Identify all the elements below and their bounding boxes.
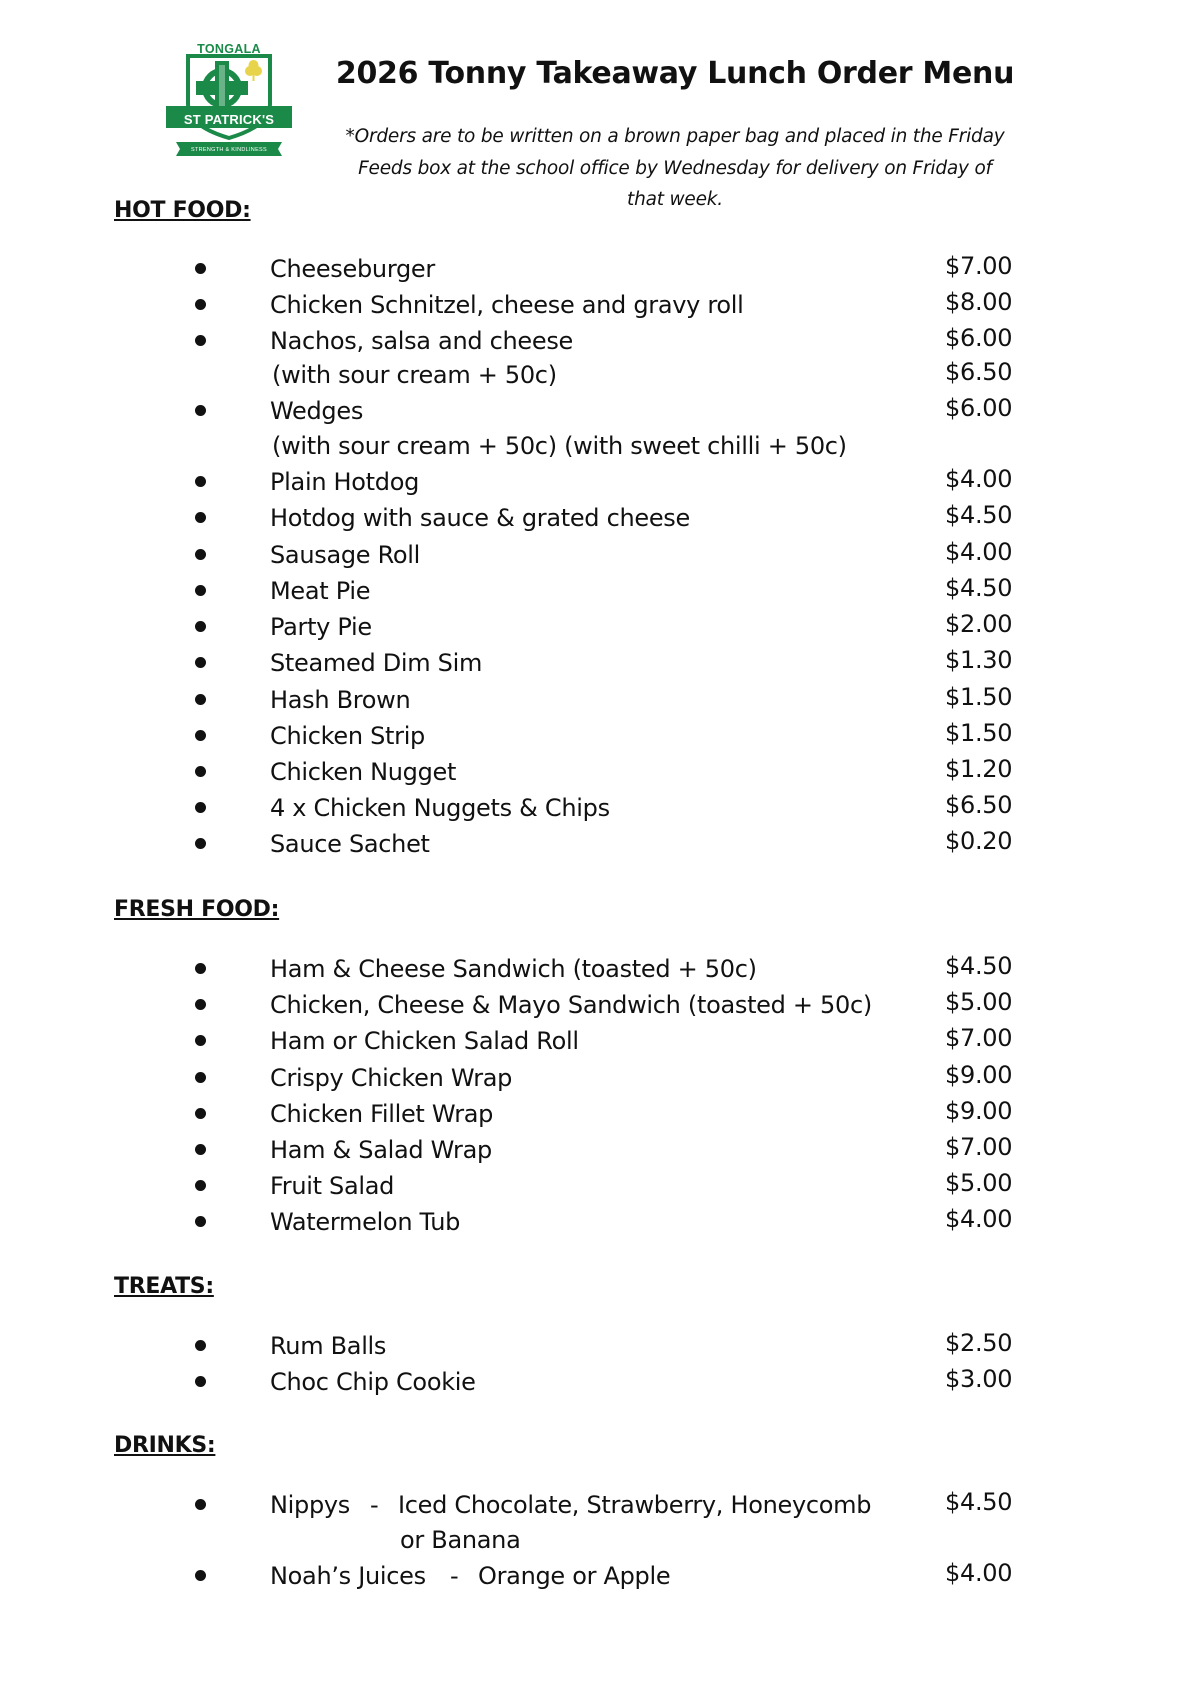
menu-item [0, 395, 1191, 427]
item-price: $4.50 [945, 1488, 1013, 1516]
item-price: $1.50 [945, 683, 1013, 711]
item-name: Ham & Salad Wrap [270, 1136, 492, 1164]
logo-motto: STRENGTH & KINDLINESS [191, 147, 267, 153]
item-price: $4.00 [945, 1205, 1013, 1233]
item-name: Chicken Nugget [270, 758, 457, 786]
menu-item [0, 289, 1191, 321]
menu-item [0, 1170, 1191, 1202]
item-name: Sauce Sachet [270, 830, 430, 858]
bullet-icon [195, 766, 206, 777]
bullet-icon [195, 1108, 206, 1119]
item-name: Plain Hotdog [270, 468, 420, 496]
bullet-icon [195, 1340, 206, 1351]
item-name: Ham & Cheese Sandwich (toasted + 50c) [270, 955, 757, 983]
item-name: Chicken Schnitzel, cheese and gravy roll [270, 291, 744, 319]
menu-item [0, 575, 1191, 607]
item-price: $7.00 [945, 1133, 1013, 1161]
menu-item [0, 989, 1191, 1021]
menu-item [0, 466, 1191, 498]
bullet-icon [195, 657, 206, 668]
menu-item [0, 1098, 1191, 1130]
item-flavours: Orange or Apple [478, 1562, 671, 1590]
item-name: 4 x Chicken Nuggets & Chips [270, 794, 610, 822]
bullet-icon [195, 299, 206, 310]
item-price: $6.50 [945, 791, 1013, 819]
item-name: Fruit Salad [270, 1172, 395, 1200]
menu-item [0, 1330, 1191, 1362]
item-name: Chicken Strip [270, 722, 425, 750]
item-price: $5.00 [945, 988, 1013, 1016]
order-instructions: *Orders are to be written on a brown paper bag and placed in the Friday Feeds box at the school office by Wednesday for delivery on Friday of that week. [345, 126, 1005, 210]
menu-item [0, 1062, 1191, 1094]
item-name: Choc Chip Cookie [270, 1368, 476, 1396]
item-name: Noah’s Juices [270, 1562, 426, 1590]
menu-item [0, 1489, 1191, 1521]
item-price: $2.00 [945, 610, 1013, 638]
item-price: $4.50 [945, 501, 1013, 529]
item-name: Cheeseburger [270, 255, 435, 283]
bullet-icon [195, 838, 206, 849]
menu-item [0, 720, 1191, 752]
bullet-icon [195, 1072, 206, 1083]
item-price: $0.20 [945, 827, 1013, 855]
bullet-icon [195, 802, 206, 813]
bullet-icon [195, 1570, 206, 1581]
bullet-icon [195, 730, 206, 741]
item-price: $7.00 [945, 1024, 1013, 1052]
menu-item [0, 539, 1191, 571]
item-price: $6.00 [945, 324, 1013, 352]
menu-item [0, 953, 1191, 985]
item-price: $1.20 [945, 755, 1013, 783]
item-option-price: $6.50 [945, 358, 1013, 386]
bullet-icon [195, 585, 206, 596]
bullet-icon [195, 1499, 206, 1510]
item-price: $9.00 [945, 1097, 1013, 1125]
menu-item [0, 1366, 1191, 1398]
section-heading-treats: TREATS: [114, 1274, 214, 1299]
item-name: Crispy Chicken Wrap [270, 1064, 513, 1092]
item-price: $4.00 [945, 538, 1013, 566]
bullet-icon [195, 405, 206, 416]
menu-item [0, 1206, 1191, 1238]
page-title: 2026 Tonny Takeaway Lunch Order Menu [335, 56, 1015, 91]
item-option-note: (with sour cream + 50c) (with sweet chilli + 50c) [272, 432, 847, 460]
item-name: Party Pie [270, 613, 372, 641]
menu-item [0, 1560, 1191, 1592]
menu-item [0, 828, 1191, 860]
bullet-icon [195, 1180, 206, 1191]
item-flavours-continued: or Banana [400, 1526, 521, 1554]
item-name: Wedges [270, 397, 364, 425]
item-name: Rum Balls [270, 1332, 387, 1360]
menu-item [0, 502, 1191, 534]
item-name: Hotdog with sauce & grated cheese [270, 504, 690, 532]
item-separator: - [450, 1562, 459, 1590]
school-logo [166, 42, 292, 168]
section-heading-drinks: DRINKS: [114, 1433, 216, 1458]
item-name: Chicken, Cheese & Mayo Sandwich (toasted + 50c) [270, 991, 872, 1019]
item-name: Hash Brown [270, 686, 411, 714]
bullet-icon [195, 621, 206, 632]
item-option-note: (with sour cream + 50c) [272, 361, 557, 389]
item-price: $8.00 [945, 288, 1013, 316]
bullet-icon [195, 1035, 206, 1046]
item-price: $4.00 [945, 1559, 1013, 1587]
bullet-icon [195, 1376, 206, 1387]
menu-item [0, 253, 1191, 285]
item-name: Sausage Roll [270, 541, 421, 569]
item-name: Nippys [270, 1491, 350, 1519]
bullet-icon [195, 335, 206, 346]
item-flavours: Iced Chocolate, Strawberry, Honeycomb [398, 1491, 872, 1519]
bullet-icon [195, 963, 206, 974]
section-heading-hot-food: HOT FOOD: [114, 198, 251, 223]
bullet-icon [195, 512, 206, 523]
item-price: $3.00 [945, 1365, 1013, 1393]
item-name: Watermelon Tub [270, 1208, 461, 1236]
item-price: $6.00 [945, 394, 1013, 422]
menu-item [0, 325, 1191, 357]
item-name: Meat Pie [270, 577, 371, 605]
menu-item [0, 611, 1191, 643]
bullet-icon [195, 476, 206, 487]
item-price: $4.50 [945, 952, 1013, 980]
bullet-icon [195, 999, 206, 1010]
item-price: $4.00 [945, 465, 1013, 493]
bullet-icon [195, 694, 206, 705]
item-price: $5.00 [945, 1169, 1013, 1197]
item-price: $7.00 [945, 252, 1013, 280]
item-price: $4.50 [945, 574, 1013, 602]
bullet-icon [195, 263, 206, 274]
item-name: Steamed Dim Sim [270, 649, 483, 677]
logo-school-name: TONGALA [197, 42, 261, 56]
menu-item [0, 792, 1191, 824]
logo-banner-text: ST PATRICK'S [183, 112, 275, 127]
item-name: Ham or Chicken Salad Roll [270, 1027, 579, 1055]
menu-item [0, 647, 1191, 679]
item-price: $9.00 [945, 1061, 1013, 1089]
bullet-icon [195, 549, 206, 560]
item-price: $2.50 [945, 1329, 1013, 1357]
menu-item [0, 1134, 1191, 1166]
bullet-icon [195, 1144, 206, 1155]
item-price: $1.50 [945, 719, 1013, 747]
item-name: Nachos, salsa and cheese [270, 327, 574, 355]
menu-item [0, 1025, 1191, 1057]
item-price: $1.30 [945, 646, 1013, 674]
menu-item [0, 756, 1191, 788]
menu-item [0, 684, 1191, 716]
section-heading-fresh-food: FRESH FOOD: [114, 897, 280, 922]
item-separator: - [370, 1491, 379, 1519]
item-name: Chicken Fillet Wrap [270, 1100, 494, 1128]
bullet-icon [195, 1216, 206, 1227]
